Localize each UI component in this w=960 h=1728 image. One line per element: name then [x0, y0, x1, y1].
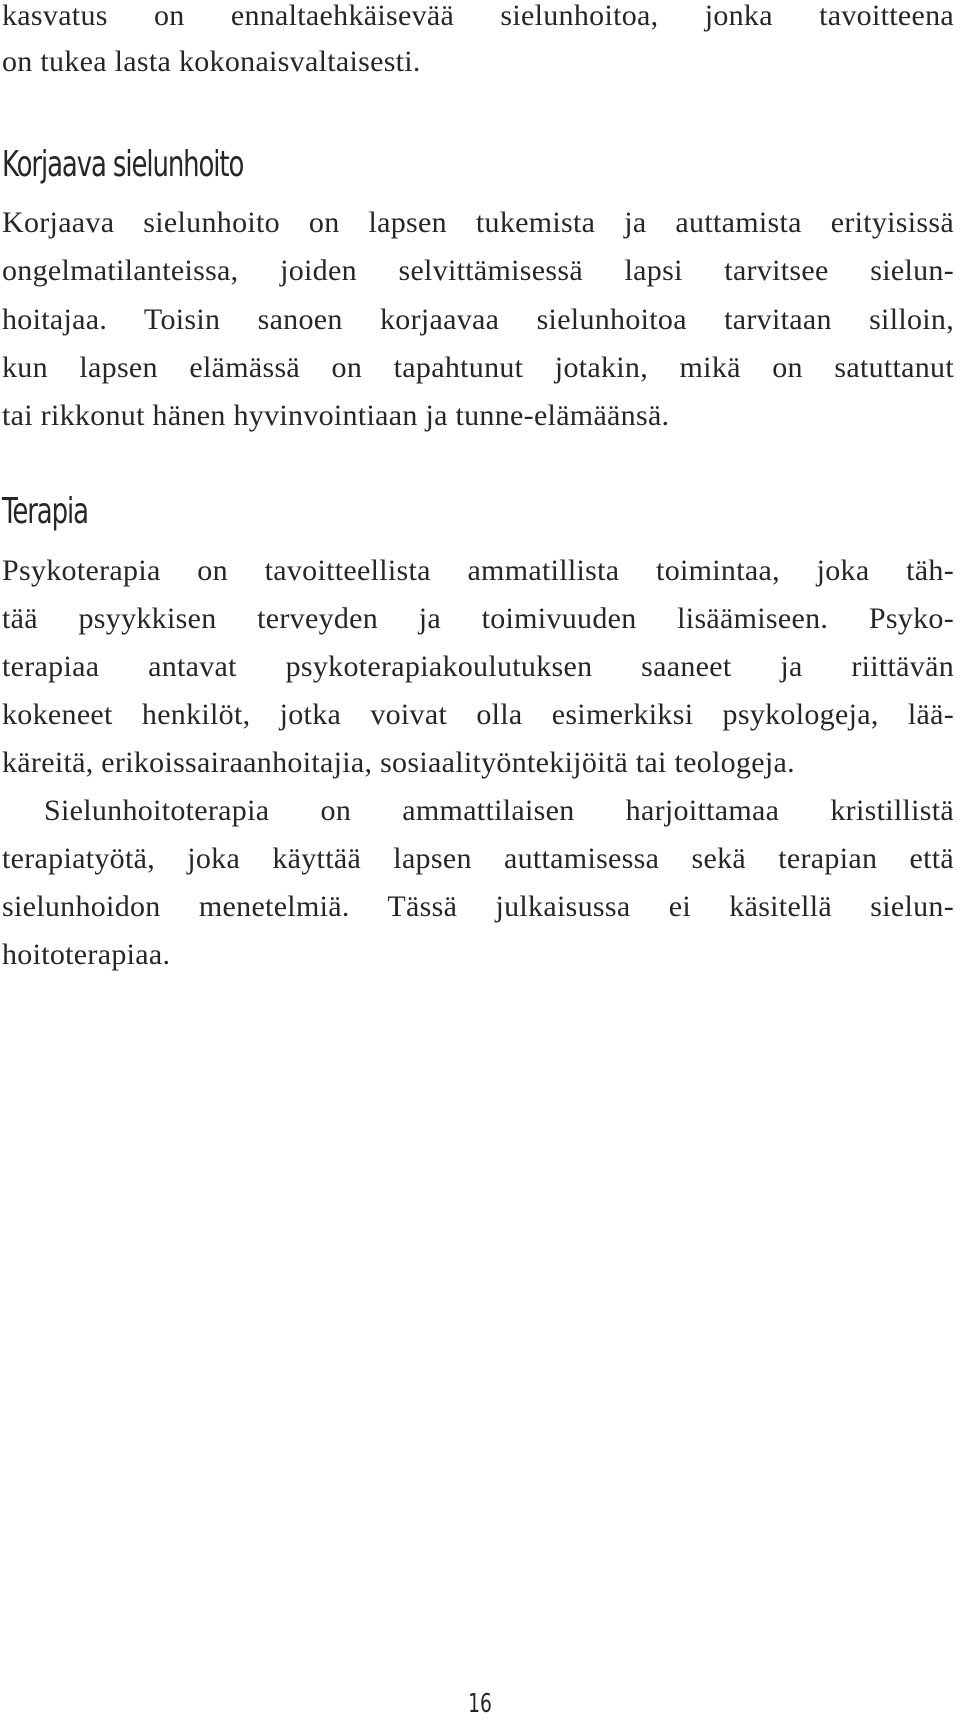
intro-line-1: kasvatus on ennaltaehkäisevää sielunhoitoa, jonka tavoitteena — [2, 0, 954, 32]
terapia-p1-line-3: terapiaa antavat psykoterapiakoulutuksen saaneet ja riittävän — [2, 650, 954, 683]
heading-korjaava-sielunhoito: Korjaava sielunhoito — [2, 144, 244, 185]
korjaava-line-5: tai rikkonut hänen hyvinvointiaan ja tunne-elämäänsä. — [2, 399, 670, 432]
terapia-p1-line-5: käreitä, erikoissairaanhoitajia, sosiaalityöntekijöitä tai teologeja. — [2, 746, 795, 779]
terapia-p1-line-2: tää psyykkisen terveyden ja toimivuuden lisäämiseen. Psyko- — [2, 602, 954, 635]
page-number: 16 — [468, 1689, 492, 1719]
terapia-p2-line-1: Sielunhoitoterapia on ammattilaisen harjoittamaa kristillistä — [44, 794, 954, 827]
terapia-p2-line-2: terapiatyötä, joka käyttää lapsen auttamisessa sekä terapian että — [2, 842, 954, 875]
korjaava-line-1: Korjaava sielunhoito on lapsen tukemista ja auttamista erityisissä — [2, 206, 954, 239]
korjaava-line-2: ongelmatilanteissa, joiden selvittämisessä lapsi tarvitsee sielun- — [2, 254, 954, 287]
korjaava-line-3: hoitajaa. Toisin sanoen korjaavaa sielunhoitoa tarvitaan silloin, — [2, 303, 954, 336]
heading-terapia: Terapia — [2, 491, 88, 532]
terapia-p2-line-4: hoitoterapiaa. — [2, 938, 171, 971]
intro-line-2: on tukea lasta kokonaisvaltaisesti. — [2, 45, 421, 78]
terapia-p1-line-1: Psykoterapia on tavoitteellista ammatillista toimintaa, joka täh- — [2, 554, 954, 587]
terapia-p2-line-3: sielunhoidon menetelmiä. Tässä julkaisussa ei käsitellä sielun- — [2, 890, 954, 923]
korjaava-line-4: kun lapsen elämässä on tapahtunut jotakin, mikä on satuttanut — [2, 351, 954, 384]
terapia-p1-line-4: kokeneet henkilöt, jotka voivat olla esimerkiksi psykologeja, lää- — [2, 698, 954, 731]
